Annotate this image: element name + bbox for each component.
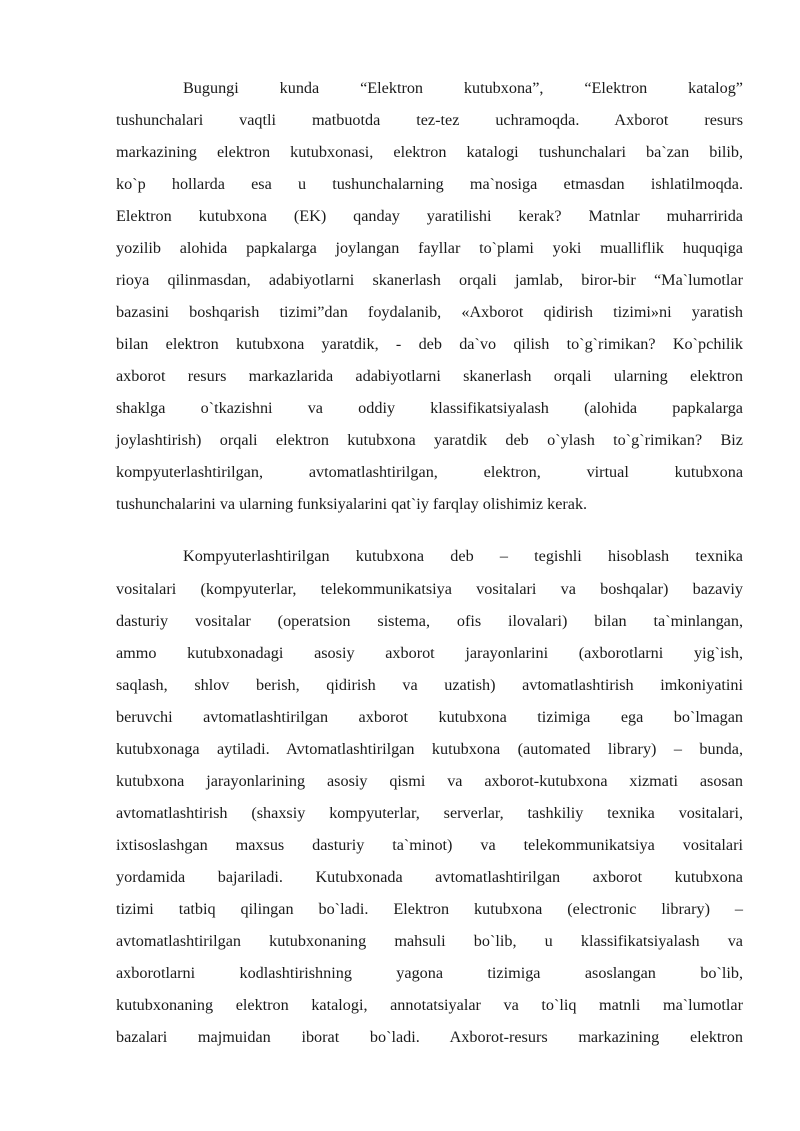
paragraph-2-line: vositalari (kompyuterlar, telekommunikatsiya vositalari va boshqalar) bazaviy [116, 580, 743, 598]
paragraph-2-line: beruvchi avtomatlashtirilgan axborot kutubxona tizimiga ega bo`lmagan [116, 708, 743, 726]
paragraph-1-line: shaklga o`tkazishni va oddiy klassifikatsiyalash (alohida papkalarga [116, 399, 743, 417]
paragraph-1-line: tushunchalarini va ularning funksiyalarini qat`iy farqlay olishimiz kerak. [116, 495, 588, 513]
paragraph-2-line: yordamida bajariladi. Kutubxonada avtomatlashtirilgan axborot kutubxona [116, 868, 743, 886]
paragraph-2-line: Kompyuterlashtirilgan kutubxona deb – tegishli hisoblash texnika [183, 547, 743, 565]
paragraph-1-line: yozilib alohida papkalarga joylangan fayllar to`plami yoki mualliflik huquqiga [116, 239, 743, 257]
paragraph-2-line: dasturiy vositalar (operatsion sistema, ofis ilovalari) bilan ta`minlangan, [116, 612, 743, 630]
paragraph-2-line: bazalari majmuidan iborat bo`ladi. Axborot-resurs markazining elektron [116, 1028, 743, 1046]
paragraph-1-line: bilan elektron kutubxona yaratdik, - deb da`vo qilish to`g`rimikan? Ko`pchilik [116, 335, 743, 353]
paragraph-2-line: ammo kutubxonadagi asosiy axborot jarayonlarini (axborotlarni yig`ish, [116, 644, 743, 662]
paragraph-1-line: kompyuterlashtirilgan, avtomatlashtirilgan, elektron, virtual kutubxona [116, 463, 743, 481]
paragraph-1-line: Elektron kutubxona (EK) qanday yaratilishi kerak? Matnlar muharririda [116, 207, 743, 225]
paragraph-2-line: ixtisoslashgan maxsus dasturiy ta`minot) va telekommunikatsiya vositalari [116, 836, 743, 854]
paragraph-2-line: saqlash, shlov berish, qidirish va uzatish) avtomatlashtirish imkoniyatini [116, 676, 743, 694]
paragraph-2-line: avtomatlashtirish (shaxsiy kompyuterlar, serverlar, tashkiliy texnika vositalari, [116, 804, 743, 822]
paragraph-1-line: joylashtirish) orqali elektron kutubxona yaratdik deb o`ylash to`g`rimikan? Biz [116, 431, 743, 449]
paragraph-2-line: kutubxonaning elektron katalogi, annotatsiyalar va to`liq matnli ma`lumotlar [116, 996, 743, 1014]
paragraph-1-line: markazining elektron kutubxonasi, elektron katalogi tushunchalari ba`zan bilib, [116, 143, 743, 161]
paragraph-1-line: bazasini boshqarish tizimi”dan foydalanib, «Axborot qidirish tizimi»ni yaratish [116, 303, 743, 321]
paragraph-2-line: kutubxona jarayonlarining asosiy qismi va axborot-kutubxona xizmati asosan [116, 772, 743, 790]
paragraph-1-line: axborot resurs markazlarida adabiyotlarni skanerlash orqali ularning elektron [116, 367, 743, 385]
paragraph-2-line: avtomatlashtirilgan kutubxonaning mahsuli bo`lib, u klassifikatsiyalash va [116, 932, 743, 950]
paragraph-1-line: tushunchalari vaqtli matbuotda tez-tez uchramoqda. Axborot resurs [116, 111, 743, 129]
paragraph-1-line: ko`p hollarda esa u tushunchalarning ma`nosiga etmasdan ishlatilmoqda. [116, 175, 743, 193]
paragraph-2-line: tizimi tatbiq qilingan bo`ladi. Elektron kutubxona (electronic library) – [116, 900, 743, 918]
paragraph-1-line: Bugungi kunda “Elektron kutubxona”, “Elektron katalog” [183, 79, 743, 97]
paragraph-2-line: axborotlarni kodlashtirishning yagona tizimiga asoslangan bo`lib, [116, 964, 743, 982]
paragraph-1-line: rioya qilinmasdan, adabiyotlarni skanerlash orqali jamlab, biror-bir “Ma`lumotlar [116, 271, 743, 289]
paragraph-2-line: kutubxonaga aytiladi. Avtomatlashtirilgan kutubxona (automated library) – bunda, [116, 740, 743, 758]
